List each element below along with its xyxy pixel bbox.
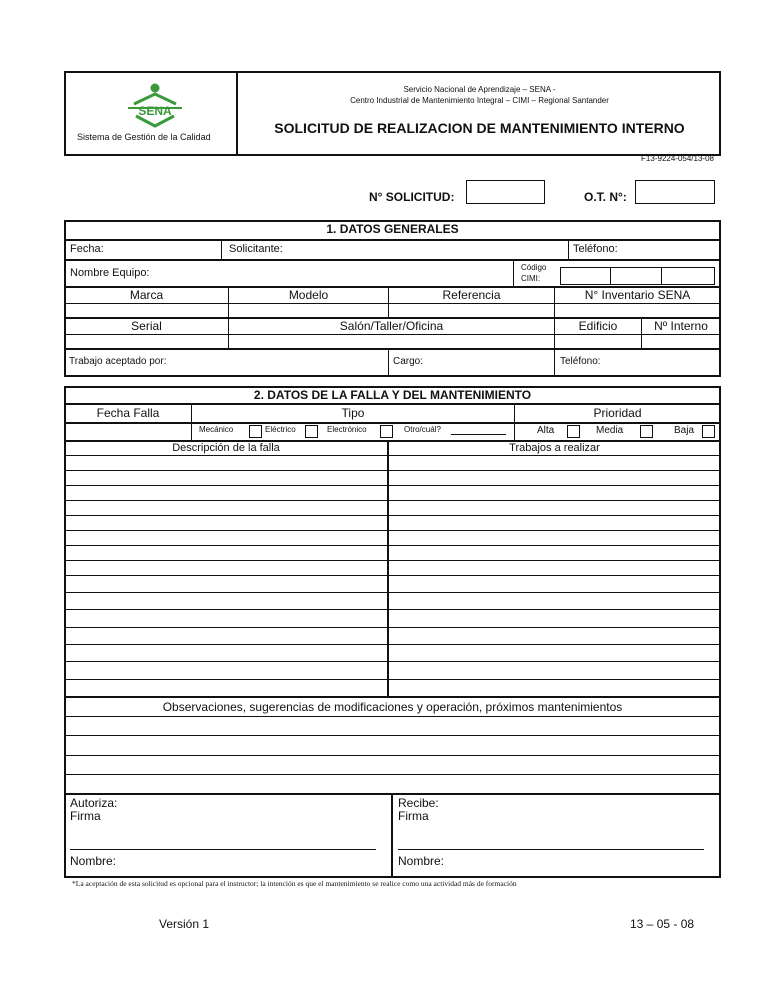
solicitud-label: N° SOLICITUD: (369, 190, 455, 204)
serial-header: Serial (131, 319, 162, 333)
prioridad-header: Prioridad (593, 406, 642, 420)
cargo-label: Cargo: (393, 356, 424, 367)
electrico-checkbox[interactable] (305, 425, 318, 438)
institution-line1: Servicio Nacional de Aprendizaje – SENA - (403, 85, 556, 94)
modelo-header: Modelo (288, 288, 329, 302)
telefono2-label: Teléfono: (560, 356, 601, 367)
inventario-header: N° Inventario SENA (584, 288, 691, 302)
autoriza-nombre-label: Nombre: (70, 854, 117, 868)
section2-title: 2. DATOS DE LA FALLA Y DEL MANTENIMIENTO (253, 388, 532, 402)
media-checkbox[interactable] (640, 425, 653, 438)
ot-field[interactable] (635, 180, 715, 204)
solicitante-label: Solicitante: (229, 243, 283, 255)
alta-checkbox[interactable] (567, 425, 580, 438)
trabajos-header: Trabajos a realizar (509, 442, 600, 454)
mecanico-label: Mecánico (199, 425, 234, 434)
telefono-label: Teléfono: (573, 243, 618, 255)
descripcion-header: Descripción de la falla (172, 442, 280, 454)
otro-label: Otro/cuál? (404, 425, 441, 434)
autoriza-label: Autoriza: (70, 796, 118, 810)
media-label: Media (596, 425, 624, 436)
solicitud-field[interactable] (466, 180, 545, 204)
alta-label: Alta (537, 425, 555, 436)
mecanico-checkbox[interactable] (249, 425, 262, 438)
version-label: Versión 1 (159, 917, 210, 931)
referencia-header: Referencia (442, 288, 501, 302)
ot-label: O.T. N°: (584, 190, 627, 204)
autoriza-signature-line[interactable] (70, 849, 376, 850)
salon-header: Salón/Taller/Oficina (339, 319, 444, 333)
recibe-nombre-label: Nombre: (398, 854, 445, 868)
edificio-header: Edificio (578, 319, 618, 333)
section1-title: 1. DATOS GENERALES (326, 222, 459, 236)
baja-label: Baja (674, 425, 695, 436)
footer-date: 13 – 05 - 08 (630, 917, 695, 931)
interno-header: Nº Interno (654, 319, 708, 333)
sena-logo (124, 82, 186, 132)
observaciones-header: Observaciones, sugerencias de modificaciones y operación, próximos mantenimientos (162, 700, 623, 714)
institution-line2: Centro Industrial de Mantenimiento Integral – CIMI – Regional Santander (350, 96, 609, 105)
electronico-label: Electrónico (327, 425, 367, 434)
electrico-label: Eléctrico (265, 425, 296, 434)
page-title: SOLICITUD DE REALIZACION DE MANTENIMIENTO INTERNO (274, 120, 685, 136)
recibe-signature-line[interactable] (398, 849, 704, 850)
fecha-falla-header: Fecha Falla (96, 406, 160, 420)
recibe-label: Recibe: (398, 796, 439, 810)
tipo-header: Tipo (341, 406, 365, 420)
form-code: F13-9224-054/13-08 (641, 154, 714, 163)
trabajo-aceptado-label: Trabajo aceptado por: (69, 356, 167, 367)
codigo-label-2: CIMI: (521, 274, 541, 283)
baja-checkbox[interactable] (702, 425, 715, 438)
system-name: Sistema de Gestión de la Calidad (77, 132, 211, 142)
codigo-field-3[interactable] (661, 267, 715, 285)
autoriza-firma-label: Firma (70, 809, 101, 823)
marca-header: Marca (129, 288, 164, 302)
fecha-label: Fecha: (70, 243, 104, 255)
nombre-equipo-label: Nombre Equipo: (70, 267, 150, 279)
codigo-field-1[interactable] (560, 267, 611, 285)
codigo-label-1: Código (521, 263, 547, 272)
otro-line[interactable] (451, 434, 506, 435)
codigo-field-2[interactable] (610, 267, 662, 285)
recibe-firma-label: Firma (398, 809, 429, 823)
footnote: *La aceptación de esta solicitud es opcional para el instructor; la intención es que el mantenimiento se realice como una actividad más de formación (72, 879, 517, 888)
header-divider (236, 72, 238, 155)
logo-text: SENA (138, 104, 172, 118)
electronico-checkbox[interactable] (380, 425, 393, 438)
